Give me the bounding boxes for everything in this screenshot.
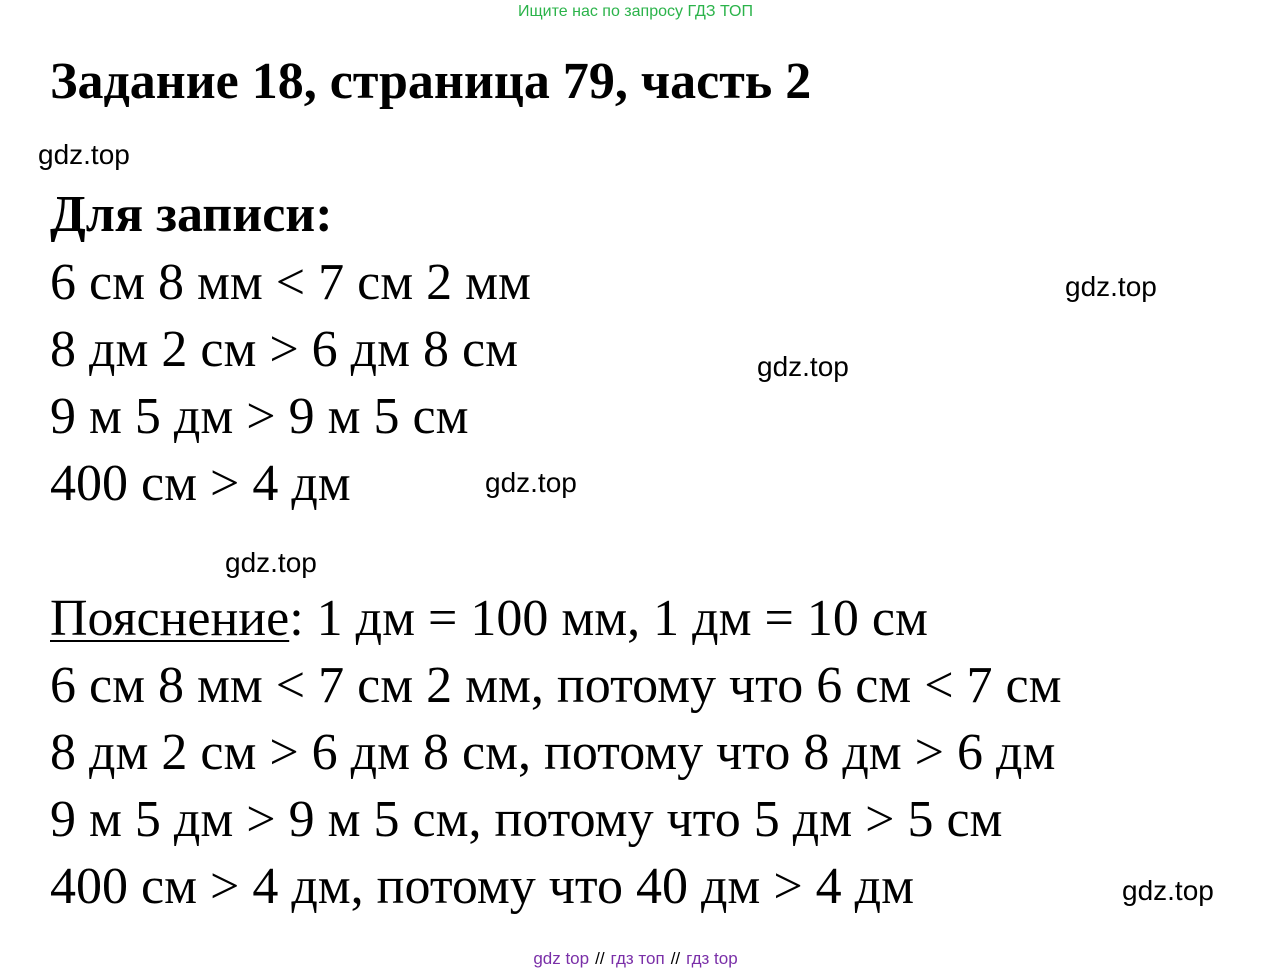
footer-separator: // [670,949,681,968]
explanation-line: 6 см 8 мм < 7 см 2 мм, потому что 6 см < 7 см [50,657,1062,714]
watermark: gdz.top [1065,271,1157,302]
watermark: gdz.top [757,351,849,382]
explanation-line: 8 дм 2 см > 6 дм 8 см, потому что 8 дм > 6 дм [50,724,1056,781]
explanation-line: 400 см > 4 дм, потому что 40 дм > 4 дм [50,858,915,915]
watermark: gdz.top [38,139,130,170]
explanation-intro [50,589,928,649]
footer-link-gdz-top-ru[interactable]: гдз топ [610,949,665,968]
record-heading: Для записи: [50,186,333,243]
footer-link-gdz-top[interactable]: gdz top [533,949,590,968]
footer-link-gdz-top-mixed[interactable]: гдз top [686,949,738,968]
record-line: 400 см > 4 дм [50,455,351,512]
watermark: gdz.top [225,547,317,578]
record-line: 9 м 5 дм > 9 м 5 см [50,388,469,445]
footer-separator: // [595,949,605,968]
explanation-intro-text: : 1 дм = 100 мм, 1 дм = 10 см [289,590,928,647]
page-title: Задание 18, страница 79, часть 2 [50,53,812,110]
record-line: 8 дм 2 см > 6 дм 8 см [50,321,519,378]
footer-links [0,948,1271,970]
record-line: 6 см 8 мм < 7 см 2 мм [50,254,531,311]
explanation-line: 9 м 5 дм > 9 м 5 см, потому что 5 дм > 5 см [50,791,1003,848]
explanation-label: Пояснение [50,590,290,647]
watermark: gdz.top [1122,875,1214,906]
search-banner: Ищите нас по запросу ГДЗ ТОП [518,3,753,20]
watermark: gdz.top [485,467,577,498]
